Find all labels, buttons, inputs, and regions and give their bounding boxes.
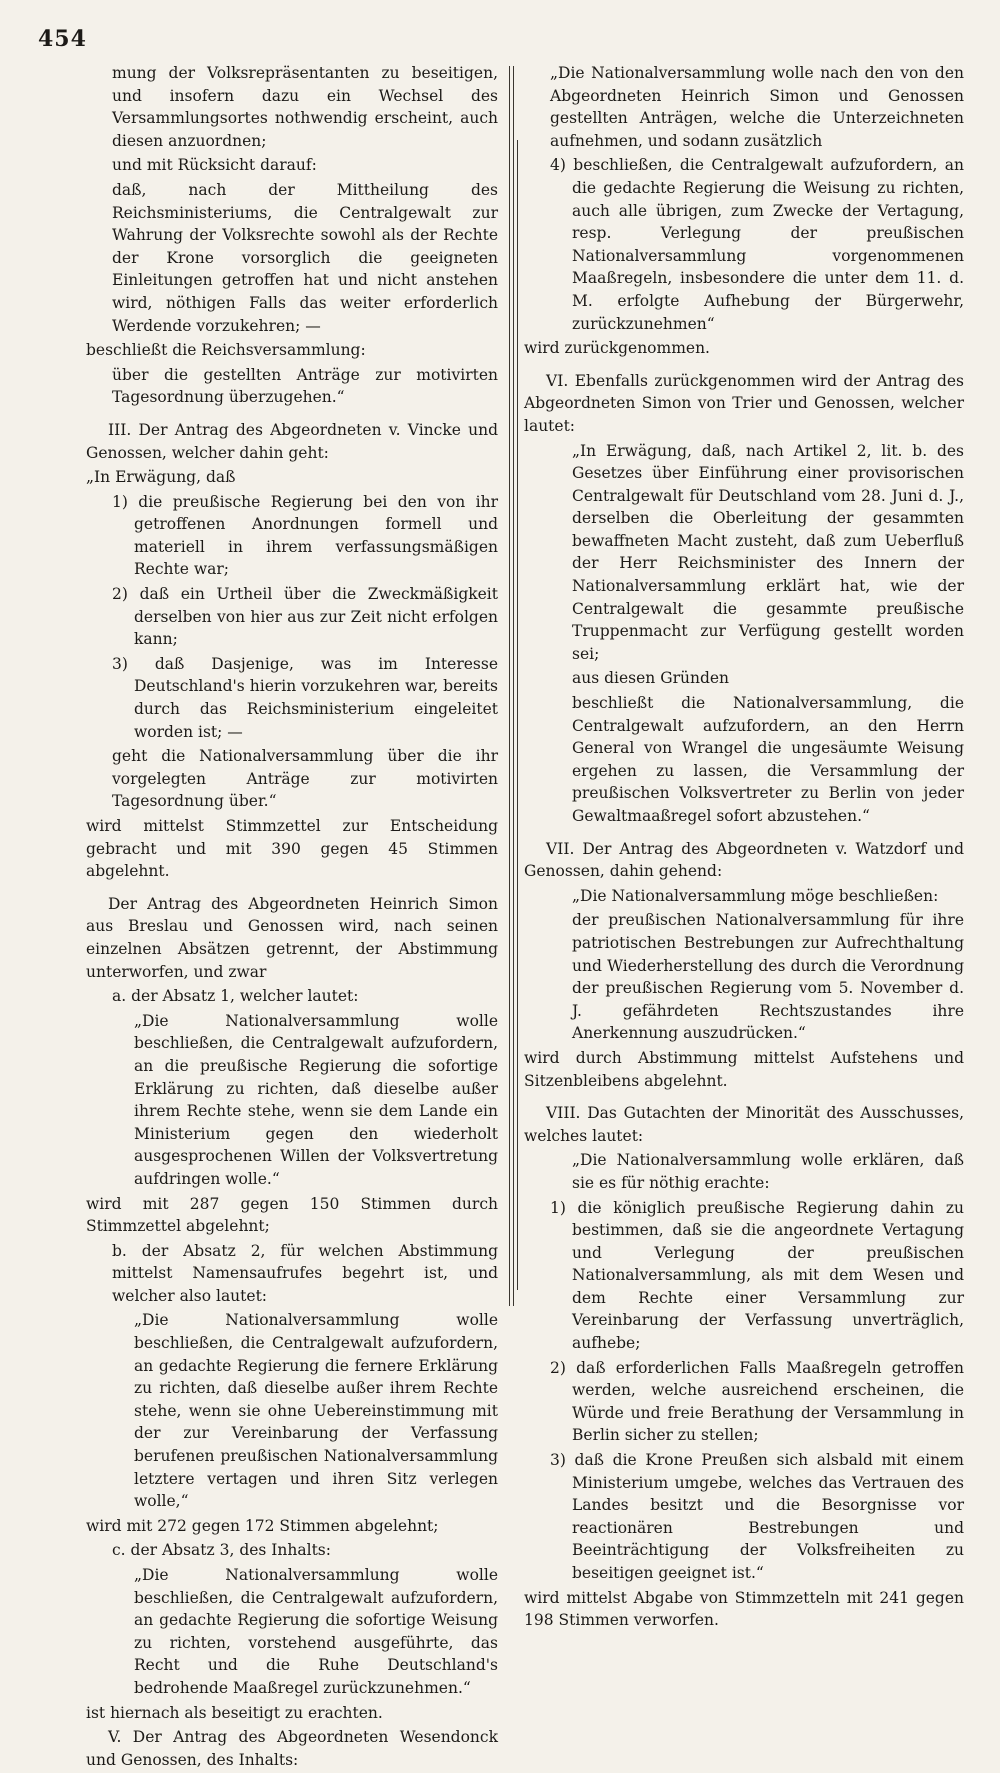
list-item: 3) daß die Krone Preußen sich alsbald mit einem Ministerium umgebe, welches das Vertrauen des Landes besitzt und die Besorgnisse vor reactionären Bestrebungen und Beeinträchtigung der Volksfreiheiten zu beseitigen geeignet ist.“ — [550, 1451, 964, 1582]
vote-result: wird durch Abstimmung mittelst Aufstehens und Sitzenbleibens abgelehnt. — [524, 1048, 964, 1090]
quote: der preußischen Nationalversammlung für ihre patriotischen Bestrebungen zur Aufrechthaltung und Wiederherstellung des durch die Verordnung der preußischen Regierung vom 5. November d. J. gefährdeten Rechtszustandes ihre Anerkennung auszudrücken.“ — [572, 911, 964, 1043]
column-divider — [517, 140, 518, 1290]
paragraph: über die gestellten Anträge zur motivirten Tagesordnung überzugehen.“ — [112, 365, 498, 407]
paragraph: Der Antrag des Abgeordneten Heinrich Simon aus Breslau und Genossen wird, nach seinen einzelnen Absätzen getrennt, der Abstimmung unterworfen, und zwar — [86, 894, 498, 981]
vote-result: wird mittelst Abgabe von Stimmzetteln mit 241 gegen 198 Stimmen verworfen. — [524, 1588, 964, 1630]
column-divider — [509, 66, 510, 1306]
quote: „Die Nationalversammlung wolle beschließen, die Centralgewalt aufzufordern, an die preußische Regierung die sofortige Erklärung zu richten, daß dieselbe außer ihrem Rechte stehe, wenn sie dem Lande ein Ministerium gegen den wiederholt ausgesprochenen Willen der Volksvertretung aufdringen wolle.“ — [134, 1011, 498, 1188]
list-item: 2) daß ein Urtheil über die Zweckmäßigkeit derselben von hier aus zur Zeit nicht erfolgen kann; — [112, 585, 498, 649]
paragraph: mung der Volksrepräsentanten zu beseitigen, und insofern dazu ein Wechsel des Versammlungsortes nothwendig erscheint, auch diesen anzuordnen; — [112, 64, 498, 150]
quote: „Die Nationalversammlung wolle beschließen, die Centralgewalt aufzufordern, an gedachte Regierung die sofortige Weisung zu richten, vorstehend ausgeführte, das Recht und die Ruhe Deutschland's bedrohende Maaßregel zurückzunehmen.“ — [134, 1566, 498, 1697]
quote: „Die Nationalversammlung wolle erklären, daß sie es für nöthig erachte: — [572, 1151, 964, 1192]
paragraph: und mit Rücksicht darauf: — [112, 156, 317, 175]
list-item: 2) daß erforderlichen Falls Maaßregeln getroffen werden, welche ausreichend erscheinen, die Würde und freie Berathung der Versammlung in Berlin sicher zu stellen; — [550, 1358, 964, 1445]
sub-item-heading: c. der Absatz 3, des Inhalts: — [112, 1541, 331, 1560]
paragraph: beschließt die Reichsversammlung: — [86, 341, 366, 360]
list-item: 1) die preußische Regierung bei den von ihr getroffenen Anordnungen formell und materiell in ihrem verfassungsmäßigen Rechte war; — [112, 492, 498, 579]
paragraph: aus diesen Gründen — [572, 669, 730, 688]
right-column — [524, 62, 964, 1634]
paragraph: daß, nach der Mittheilung des Reichsministeriums, die Centralgewalt zur Wahrung der Volksrechte sowohl als der Rechte der Krone vorsorglich die geeigneten Einleitungen getroffen hat und nicht anstehen wird, nöthigen Falls das weiter erforderlich Werdende vorzukehren; — — [112, 180, 498, 335]
quote: „Die Nationalversammlung möge beschließen: — [572, 886, 939, 905]
sub-item-heading: b. der Absatz 2, für welchen Abstimmung mittelst Namensaufrufes begehrt ist, und welcher also lautet: — [112, 1241, 498, 1305]
section-heading: V. Der Antrag des Abgeordneten Wesendonck und Genossen, des Inhalts: — [86, 1728, 498, 1769]
paragraph: ist hiernach als beseitigt zu erachten. — [86, 1703, 383, 1722]
vote-result: wird zurückgenommen. — [524, 339, 710, 358]
sub-item-heading: a. der Absatz 1, welcher lautet: — [112, 987, 359, 1006]
section-heading: VII. Der Antrag des Abgeordneten v. Watzdorf und Genossen, dahin gehend: — [524, 839, 964, 881]
paragraph: geht die Nationalversammlung über die ihr vorgelegten Anträge zur motivirten Tagesordnung über.“ — [112, 747, 498, 811]
quote: beschließt die Nationalversammlung, die Centralgewalt aufzufordern, an den Herrn General von Wrangel die ungesäumte Weisung ergehen zu lassen, die Versammlung der preußischen Volksvertreter zu Berlin von jeder Gewaltmaaßregel sofort abzustehen.“ — [572, 694, 964, 825]
vote-result: wird mit 287 gegen 150 Stimmen durch Stimmzettel abgelehnt; — [86, 1194, 498, 1236]
vote-result: wird mit 272 gegen 172 Stimmen abgelehnt; — [86, 1516, 439, 1535]
column-divider — [513, 66, 514, 1306]
section-heading: III. Der Antrag des Abgeordneten v. Vincke und Genossen, welcher dahin geht: — [86, 420, 498, 462]
section-heading: VI. Ebenfalls zurückgenommen wird der Antrag des Abgeordneten Simon von Trier und Genossen, welcher lautet: — [524, 371, 964, 435]
list-item: 4) beschließen, die Centralgewalt aufzufordern, an die gedachte Regierung die Weisung zu richten, auch alle übrigen, zum Zwecke der Vertagung, resp. Verlegung der preußischen Nationalversammlung vorgenommenen Maaßregeln, insbesondere die unter dem 11. d. M. erfolgte Aufhebung der Bürgerwehr, zurückzunehmen“ — [550, 156, 964, 333]
left-column — [86, 62, 498, 1773]
list-item: 1) die königlich preußische Regierung dahin zu bestimmen, daß sie die angeordnete Vertagung und Verlegung der preußischen Nationalversammlung, als mit dem Wesen und dem Rechte einer Versammlung zur Vereinbarung der Verfassung unverträglich, aufhebe; — [550, 1198, 964, 1353]
quote: „In Erwägung, daß, nach Artikel 2, lit. b. des Gesetzes über Einführung einer provisorischen Centralgewalt für Deutschland vom 28. Juni d. J., derselben die Oberleitung der gesammten bewaffneten Macht zusteht, daß zum Ueberfluß der Herr Reichsminister des Innern der Nationalversammlung erklärt hat, wie der Centralgewalt die gesammte preußische Truppenmacht zur Verfügung gestellt worden sei; — [572, 441, 964, 663]
quote: „Die Nationalversammlung wolle nach den von den Abgeordneten Heinrich Simon und Genossen gestellten Anträgen, welche die Unterzeichneten aufnehmen, und sodann zusätzlich — [550, 64, 964, 150]
paragraph: „In Erwägung, daß — [86, 468, 236, 487]
vote-result: wird mittelst Stimmzettel zur Entscheidung gebracht und mit 390 gegen 45 Stimmen abgelehnt. — [86, 817, 498, 881]
page-number: 454 — [38, 26, 87, 52]
list-item: 3) daß Dasjenige, was im Interesse Deutschland's hierin vorzukehren war, bereits durch das Reichsministerium eingeleitet worden ist; — — [112, 654, 498, 741]
quote: „Die Nationalversammlung wolle beschließen, die Centralgewalt aufzufordern, an gedachte Regierung die fernere Erklärung zu richten, daß dieselbe außer ihrem Rechte stehe, wenn sie ohne Uebereinstimmung mit der zur Vereinbarung der Verfassung berufenen preußischen Nationalversammlung letztere vertagen und ihren Sitz verlegen wolle,“ — [134, 1311, 498, 1511]
section-heading: VIII. Das Gutachten der Minorität des Ausschusses, welches lautet: — [524, 1104, 964, 1145]
